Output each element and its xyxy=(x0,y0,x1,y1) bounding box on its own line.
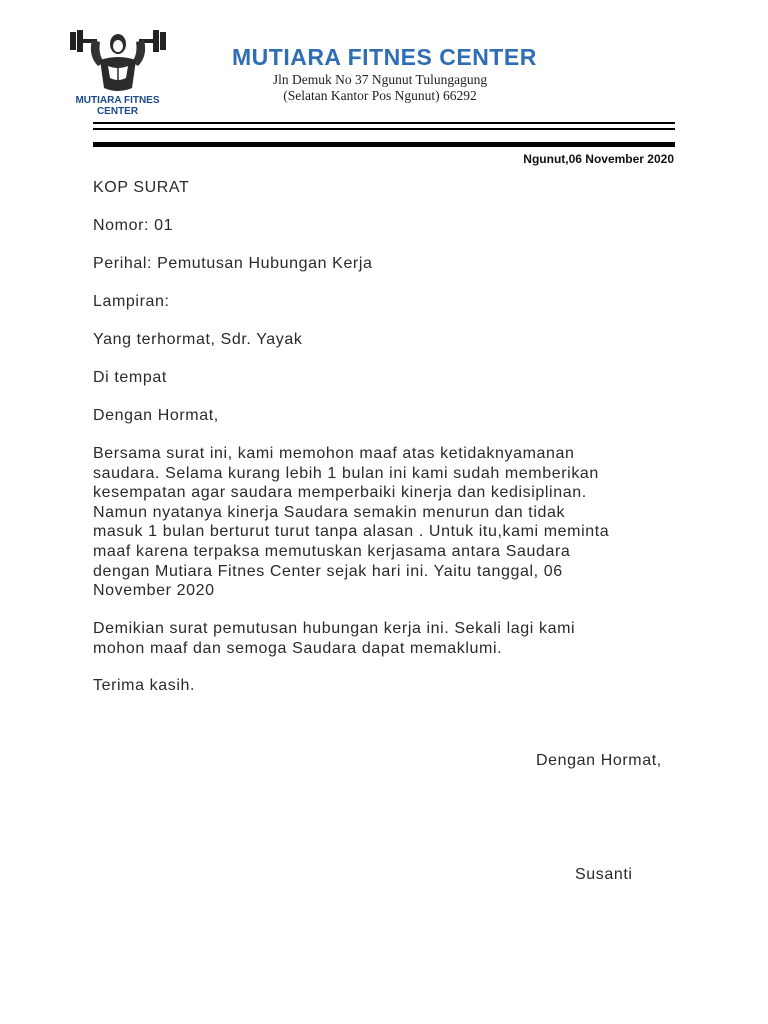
body-line: November 2020 xyxy=(93,582,215,600)
letter-subject: Perihal: Pemutusan Hubungan Kerja xyxy=(93,255,373,272)
company-address-line2: (Selatan Kantor Pos Ngunut) 66292 xyxy=(283,88,477,103)
letter-heading: KOP SURAT xyxy=(93,179,190,196)
letter-greeting: Dengan Hormat, xyxy=(93,407,219,424)
body-line: dengan Mutiara Fitnes Center sejak hari ini. Yaitu tanggal, 06 xyxy=(93,562,563,580)
body-line: masuk 1 bulan berturut turut tanpa alasan . Untuk itu,kami meminta xyxy=(93,523,610,541)
signature-name: Susanti xyxy=(575,866,633,883)
letter-place: Di tempat xyxy=(93,369,167,386)
company-address-line1: Jln Demuk No 37 Ngunut Tulungagung xyxy=(272,72,488,87)
bodybuilder-dumbbell-icon xyxy=(68,26,168,96)
letter-attachment: Lampiran: xyxy=(93,293,170,310)
header-rule-thin-2 xyxy=(93,128,675,130)
body-line: Bersama surat ini, kami memohon maaf atas ketidaknyamanan xyxy=(93,445,575,462)
signature-greeting: Dengan Hormat, xyxy=(536,752,662,769)
body-line: Namun nyatanya kinerja Saudara semakin menurun dan tidak xyxy=(93,503,566,521)
letter-body xyxy=(93,444,693,601)
body-line: kesempatan agar saudara memperbaiki kinerja dan kedisiplinan. xyxy=(93,484,587,502)
header-rule-thick xyxy=(93,142,675,147)
letter-thanks: Terima kasih. xyxy=(93,677,196,694)
closing-line: Demikian surat pemutusan hubungan kerja ini. Sekali lagi kami xyxy=(93,620,576,637)
body-line: saudara. Selama kurang lebih 1 bulan ini kami sudah memberikan xyxy=(93,464,599,482)
letter-recipient: Yang terhormat, Sdr. Yayak xyxy=(93,331,303,348)
letter-number: Nomor: 01 xyxy=(93,217,174,234)
header-rule-thin xyxy=(93,122,675,124)
letter-closing xyxy=(93,619,693,658)
body-line: maaf karena terpaksa memutuskan kerjasama antara Saudara xyxy=(93,542,571,560)
logo-text-line1: MUTIARA FITNES xyxy=(75,95,160,106)
closing-line: mohon maaf dan semoga Saudara dapat memaklumi. xyxy=(93,639,503,657)
company-name: MUTIARA FITNES CENTER xyxy=(232,44,537,70)
letter-date: Ngunut,06 November 2020 xyxy=(523,152,674,166)
logo-text-line2: CENTER xyxy=(96,106,139,117)
